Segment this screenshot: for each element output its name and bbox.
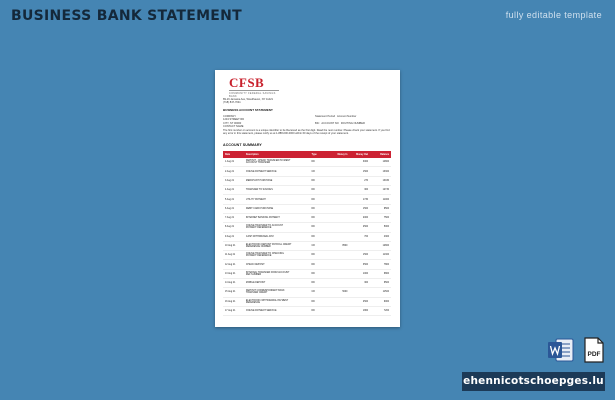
row-balance: 12800 bbox=[370, 241, 391, 250]
row-balance: 13030 bbox=[370, 176, 391, 185]
row-type: DD bbox=[309, 213, 328, 222]
table-row bbox=[223, 176, 391, 185]
row-description: DEBIT CARD PURCHASE bbox=[244, 204, 310, 213]
row-money-in bbox=[329, 167, 350, 176]
row-money-out: 270 bbox=[349, 176, 370, 185]
row-balance: 9500 bbox=[370, 204, 391, 213]
row-money-in bbox=[329, 186, 350, 195]
row-description: ONLINE PAYMENT SERVICE bbox=[244, 306, 310, 315]
row-money-in bbox=[329, 204, 350, 213]
row-type: DD bbox=[309, 279, 328, 288]
table-row bbox=[223, 279, 391, 288]
bank-logo-subtitle: COMMUNITY FEDERAL SAVINGS BANK bbox=[229, 90, 279, 98]
row-description: MOBILE DEPOSIT bbox=[244, 279, 310, 288]
row-money-in bbox=[329, 269, 350, 278]
row-money-in bbox=[329, 232, 350, 241]
row-money-out bbox=[349, 288, 370, 297]
row-date: 11 Aug 21 bbox=[223, 251, 244, 260]
row-money-out: 1500 bbox=[349, 251, 370, 260]
row-money-in bbox=[329, 195, 350, 204]
row-money-out: 1000 bbox=[349, 269, 370, 278]
row-money-out: 300 bbox=[349, 186, 370, 195]
row-description: ELECTRONIC WITHDRAWAL PAYMENT REFERENCE bbox=[244, 297, 310, 306]
row-money-in bbox=[329, 223, 350, 232]
row-type: DD bbox=[309, 223, 328, 232]
row-date: 15 Aug 21 bbox=[223, 288, 244, 297]
table-header-row bbox=[223, 151, 391, 158]
row-money-out: 700 bbox=[349, 232, 370, 241]
row-date: 6 Aug 21 bbox=[223, 204, 244, 213]
column-header-type: Type bbox=[309, 151, 328, 158]
page-subtitle: fully editable template bbox=[505, 10, 602, 20]
table-row bbox=[223, 158, 391, 167]
word-doc-icon[interactable] bbox=[547, 338, 575, 362]
row-money-in bbox=[329, 297, 350, 306]
table-row bbox=[223, 167, 391, 176]
row-description: UTILITY PAYMENT bbox=[244, 195, 310, 204]
row-date: 12 Aug 21 bbox=[223, 260, 244, 269]
row-balance: 6800 bbox=[370, 269, 391, 278]
row-date: 17 Aug 21 bbox=[223, 306, 244, 315]
row-money-in bbox=[329, 306, 350, 315]
account-summary-heading: ACCOUNT SUMMARY bbox=[223, 143, 262, 147]
table-row bbox=[223, 269, 391, 278]
row-balance: 7200 bbox=[370, 306, 391, 315]
row-money-in bbox=[329, 176, 350, 185]
row-description: DEPOSIT - CHECK TRANSFER PAYMENT ACCOUNT TRANSFER bbox=[244, 158, 310, 167]
row-money-in bbox=[329, 158, 350, 167]
row-money-in bbox=[329, 213, 350, 222]
statement-preview bbox=[215, 70, 400, 327]
row-balance: 9000 bbox=[370, 297, 391, 306]
row-date: 14 Aug 21 bbox=[223, 279, 244, 288]
table-row bbox=[223, 241, 391, 250]
row-type: DD bbox=[309, 186, 328, 195]
row-type: DD bbox=[309, 176, 328, 185]
table-row bbox=[223, 186, 391, 195]
row-balance: 7800 bbox=[370, 260, 391, 269]
row-money-out: 3000 bbox=[349, 158, 370, 167]
column-header-money-in: Money In bbox=[329, 151, 350, 158]
row-money-in bbox=[329, 251, 350, 260]
pdf-icon-label: PDF bbox=[587, 351, 601, 358]
row-balance: 11500 bbox=[370, 288, 391, 297]
table-row bbox=[223, 260, 391, 269]
row-description: CASH WITHDRAWAL ATM bbox=[244, 232, 310, 241]
row-money-in: 8500 bbox=[329, 241, 350, 250]
row-description: DEPOSIT CORRESPONDENT BANK TRANSFER CREDIT bbox=[244, 288, 310, 297]
row-money-out: 1730 bbox=[349, 195, 370, 204]
bank-logo-text: CFSB bbox=[229, 75, 265, 90]
row-type: DD bbox=[309, 195, 328, 204]
row-balance: 11000 bbox=[370, 195, 391, 204]
row-date: 1 Aug 21 bbox=[223, 158, 244, 167]
row-date: 13 Aug 21 bbox=[223, 269, 244, 278]
row-date: 2 Aug 21 bbox=[223, 167, 244, 176]
table-row bbox=[223, 306, 391, 315]
row-money-out: 3500 bbox=[349, 260, 370, 269]
column-header-balance: Balance bbox=[370, 151, 391, 158]
table-row bbox=[223, 195, 391, 204]
row-date: 3 Aug 21 bbox=[223, 176, 244, 185]
page-title: BUSINESS BANK STATEMENT bbox=[11, 8, 243, 24]
row-description: MERCHANT PURCHASE bbox=[244, 176, 310, 185]
row-balance: 7500 bbox=[370, 213, 391, 222]
bank-logo bbox=[229, 76, 279, 98]
row-money-out bbox=[349, 241, 370, 250]
row-type: DD bbox=[309, 269, 328, 278]
row-balance: 5000 bbox=[370, 223, 391, 232]
table-row bbox=[223, 297, 391, 306]
row-money-out: 300 bbox=[349, 279, 370, 288]
table-row bbox=[223, 288, 391, 297]
row-money-in bbox=[329, 279, 350, 288]
row-balance: 6500 bbox=[370, 279, 391, 288]
table-row bbox=[223, 251, 391, 260]
row-type: CR bbox=[309, 167, 328, 176]
row-money-out: 2000 bbox=[349, 213, 370, 222]
row-balance: 12730 bbox=[370, 186, 391, 195]
row-description: CHECK DEPOSIT bbox=[244, 260, 310, 269]
row-money-in bbox=[329, 260, 350, 269]
brand-watermark[interactable]: ehennicotschoepges.lu bbox=[462, 372, 605, 391]
transactions-table bbox=[223, 151, 391, 316]
row-balance: 11300 bbox=[370, 251, 391, 260]
table-row bbox=[223, 232, 391, 241]
row-type: DD bbox=[309, 306, 328, 315]
column-header-date: Date bbox=[223, 151, 244, 158]
row-type: DD bbox=[309, 232, 328, 241]
row-description: ONLINE PAYMENT SERVICE bbox=[244, 167, 310, 176]
row-balance: 13300 bbox=[370, 167, 391, 176]
row-balance: 14800 bbox=[370, 158, 391, 167]
row-date: 10 Aug 21 bbox=[223, 241, 244, 250]
row-type: CR bbox=[309, 288, 328, 297]
account-block: Statement Period Account Number BIC ACCOUNT NO ROUTING NUMBER bbox=[315, 115, 365, 125]
row-description: INTERNAL TRANSFER FROM ACCOUNT REF NUMBER bbox=[244, 269, 310, 278]
row-type: DD bbox=[309, 251, 328, 260]
row-description: ELECTRONIC DEPOSIT PAYROLL CREDIT REFERENCE NUMBER bbox=[244, 241, 310, 250]
row-description: ONLINE TRANSFER TO ACCOUNT PAYMENT REFERENCE bbox=[244, 223, 310, 232]
row-money-out: 2500 bbox=[349, 297, 370, 306]
column-header-money-out: Money Out bbox=[349, 151, 370, 158]
row-balance: 4300 bbox=[370, 232, 391, 241]
row-money-in: 5000 bbox=[329, 288, 350, 297]
row-type: DD bbox=[309, 297, 328, 306]
row-date: 8 Aug 21 bbox=[223, 223, 244, 232]
row-date: 7 Aug 21 bbox=[223, 213, 244, 222]
row-type: DD bbox=[309, 204, 328, 213]
table-row bbox=[223, 204, 391, 213]
row-money-out: 1500 bbox=[349, 167, 370, 176]
customer-block: COMPANY 1234 STREET RD CITY, ST 00000 CONTACT NAME bbox=[223, 115, 245, 129]
table-row bbox=[223, 213, 391, 222]
row-type: DD bbox=[309, 158, 328, 167]
column-header-description: Description bbox=[244, 151, 310, 158]
bank-address: 89-16 Jamaica Ave, Woodhaven, NY 11421 (718) 847-7041 bbox=[223, 98, 273, 105]
row-date: 16 Aug 21 bbox=[223, 297, 244, 306]
row-description: INTERNET BANKING PAYMENT bbox=[244, 213, 310, 222]
row-date: 5 Aug 21 bbox=[223, 195, 244, 204]
statement-title: BUSINESS ACCOUNT STATEMENT bbox=[223, 108, 273, 112]
row-money-out: 2500 bbox=[349, 223, 370, 232]
row-type: CR bbox=[309, 241, 328, 250]
row-type: DD bbox=[309, 260, 328, 269]
row-date: 4 Aug 21 bbox=[223, 186, 244, 195]
row-money-out: 1800 bbox=[349, 306, 370, 315]
row-money-out: 1500 bbox=[349, 204, 370, 213]
row-description: TRANSFER TO SAVINGS bbox=[244, 186, 310, 195]
row-description: ONLINE TRANSFER TO CHECKING PAYMENT REFERENCE bbox=[244, 251, 310, 260]
pdf-doc-icon[interactable] bbox=[583, 337, 605, 363]
row-date: 9 Aug 21 bbox=[223, 232, 244, 241]
table-row bbox=[223, 223, 391, 232]
statement-notice: The first number on account is a unique identifier to be Received as the first digit. Read the next number. Please check your statement. If you find any error in this statement, please notify us at 1-888-000-0000 within 60 days of the receipt of your statement. bbox=[223, 129, 390, 136]
